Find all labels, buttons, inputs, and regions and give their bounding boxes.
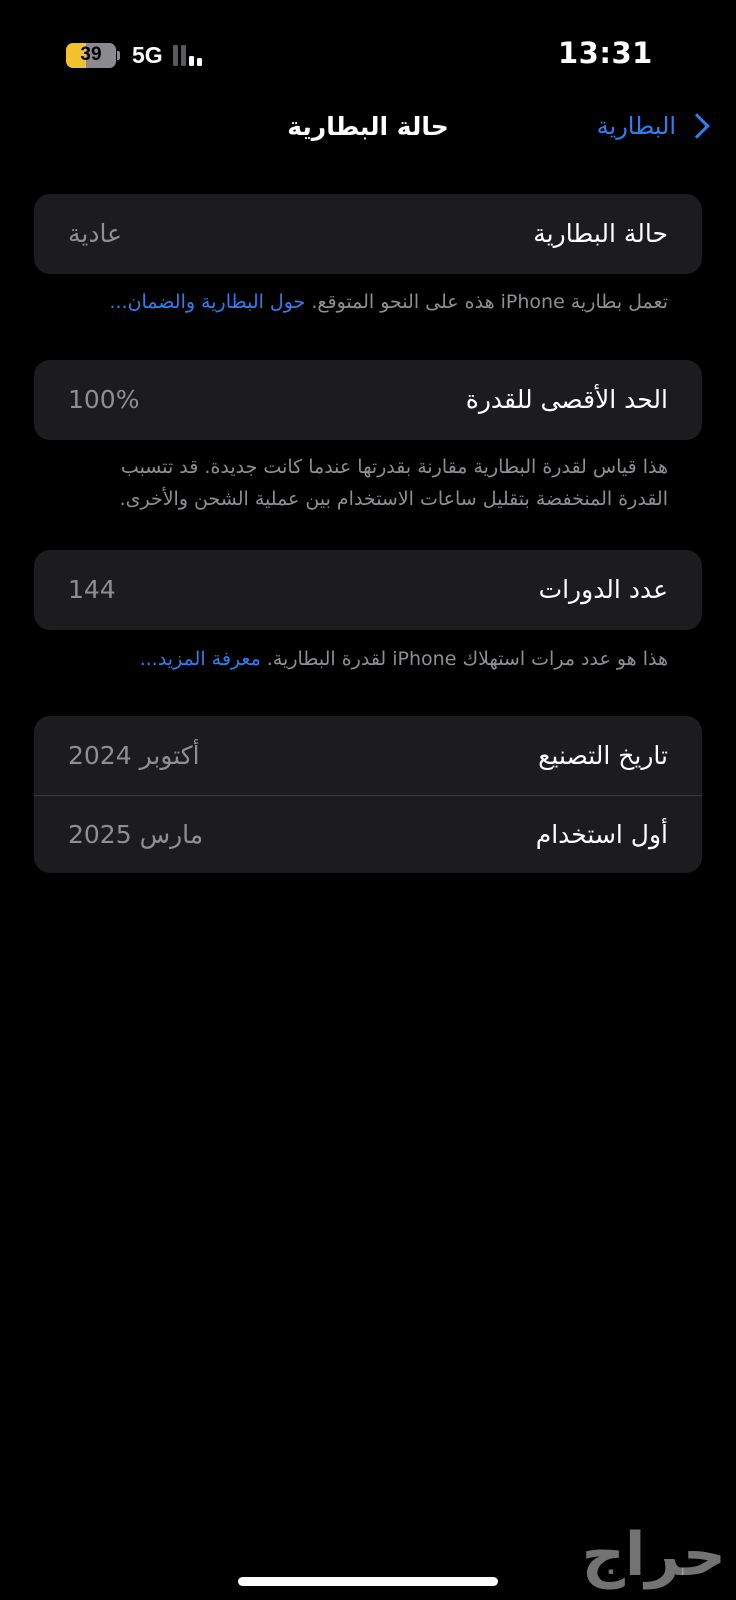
cycle-count-value: 144 (68, 575, 116, 604)
cycle-count-footnote (70, 643, 668, 675)
maximum-capacity-footnote (70, 451, 668, 515)
chevron-right-icon (684, 113, 709, 138)
manufacture-date-row (34, 716, 702, 796)
signal-bar (173, 45, 178, 66)
first-use-value: مارس 2025 (68, 820, 204, 849)
cycle-count-label: عدد الدورات (538, 575, 668, 604)
status-bar (0, 0, 736, 100)
battery-nub (117, 51, 120, 60)
haraj-watermark: حراج (581, 1520, 726, 1590)
cycle-count-group (34, 550, 702, 630)
status-time: 13:31 (558, 36, 653, 70)
signal-bar (181, 45, 186, 66)
navigation-bar (0, 100, 736, 160)
maximum-capacity-row (34, 360, 702, 440)
battery-condition-row (34, 194, 702, 274)
maximum-capacity-value: 100% (68, 385, 140, 414)
signal-bar (189, 56, 194, 66)
manufacture-date-value: أكتوبر 2024 (68, 741, 200, 770)
first-use-row (34, 796, 702, 873)
cycle-count-footnote-text: هذا هو عدد مرات استهلاك iPhone لقدرة البطارية. (260, 648, 668, 670)
battery-dates-group (34, 716, 702, 873)
home-indicator[interactable] (238, 1577, 498, 1586)
first-use-label: أول استخدام (535, 820, 668, 849)
battery-condition-footnote-text: تعمل بطارية iPhone هذه على النحو المتوقع. (305, 291, 668, 313)
battery-warranty-link[interactable]: حول البطارية والضمان... (109, 291, 306, 313)
back-button[interactable] (597, 112, 710, 140)
maximum-capacity-label: الحد الأقصى للقدرة (465, 385, 668, 414)
cellular-signal-icon (173, 44, 205, 66)
page-title: حالة البطارية (287, 112, 449, 141)
battery-condition-footnote (70, 286, 668, 318)
battery-condition-group (34, 194, 702, 274)
battery-icon (66, 43, 116, 68)
back-button-label: البطارية (596, 112, 676, 140)
battery-condition-label: حالة البطارية (533, 219, 668, 248)
cycle-count-row (34, 550, 702, 630)
learn-more-link[interactable]: معرفة المزيد... (139, 648, 261, 670)
maximum-capacity-footnote-text: هذا قياس لقدرة البطارية مقارنة بقدرتها عندما كانت جديدة. قد تتسبب القدرة المنخفضة بتقليل ساعات الاستخدام بين عملية الشحن والأخرى. (119, 456, 668, 510)
battery-level: 39 (80, 44, 102, 65)
network-type: 5G (132, 41, 163, 68)
maximum-capacity-group (34, 360, 702, 440)
signal-bar (197, 58, 202, 66)
status-indicators (66, 42, 205, 68)
manufacture-date-label: تاريخ التصنيع (538, 741, 668, 770)
battery-condition-value: عادية (68, 219, 123, 248)
